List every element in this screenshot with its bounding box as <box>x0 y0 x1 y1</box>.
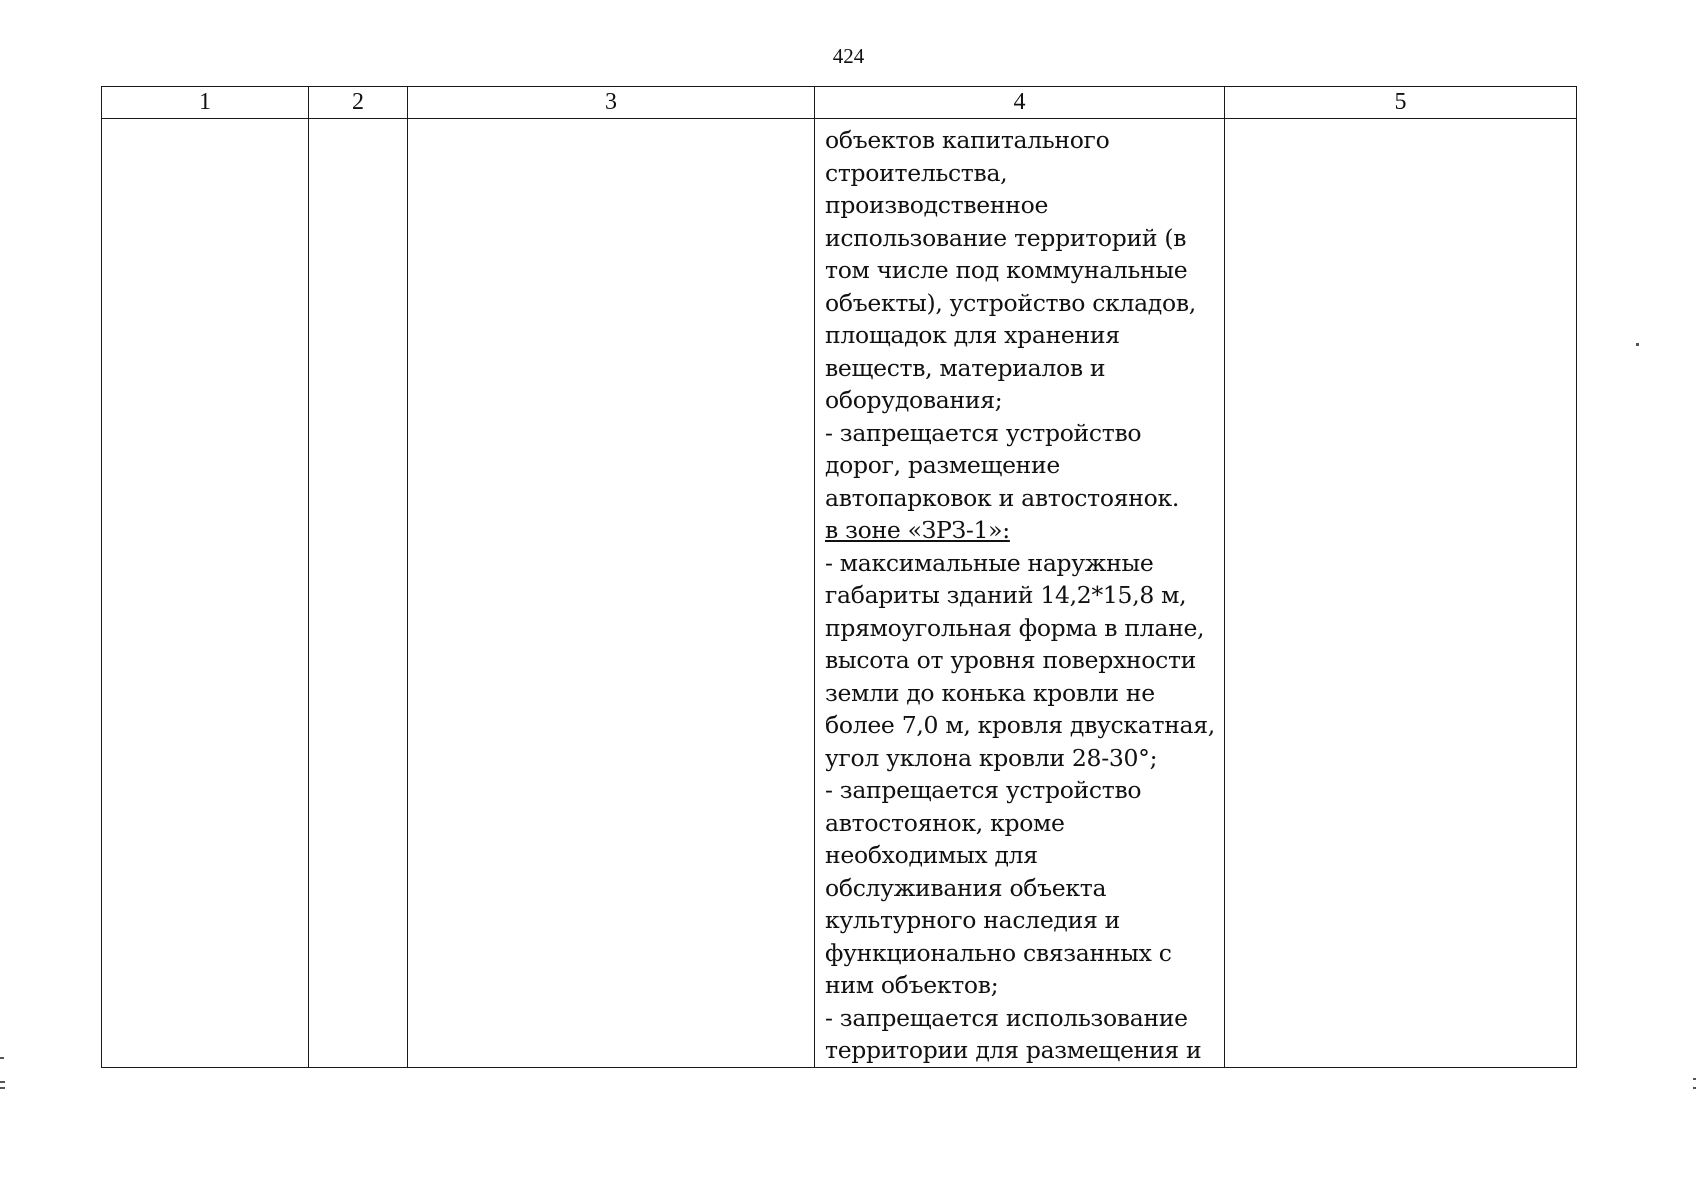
cell-column-2 <box>309 119 408 1068</box>
text-line: объекты), устройство складов, <box>825 288 1196 317</box>
table-row <box>102 119 1577 1068</box>
text-line: габариты зданий 14,2*15,8 м, <box>825 581 1187 609</box>
text-line: - запрещается использование <box>825 1003 1188 1032</box>
text-line: использование территорий (в <box>825 223 1187 252</box>
text-line: - запрещается устройство <box>825 776 1142 804</box>
text-line: обслуживания объекта <box>825 873 1107 902</box>
text-line: производственное <box>825 191 1049 219</box>
text-line: земли до конька кровли не <box>825 678 1155 707</box>
zone-heading: в зоне «ЗРЗ-1»: <box>825 516 1010 544</box>
text-line: высота от уровня поверхности <box>825 646 1197 674</box>
cell-column-1 <box>102 119 309 1068</box>
text-line: - запрещается устройство <box>825 418 1142 447</box>
scan-speck <box>1636 343 1639 346</box>
cell-column-4 <box>815 119 1225 1068</box>
text-line: угол уклона кровли 28-30°; <box>825 743 1158 772</box>
text-line: дорог, размещение <box>825 451 1061 479</box>
text-line: более 7,0 м, кровля двускатная, <box>825 711 1215 739</box>
document-table <box>101 86 1577 1068</box>
text-line: территории для размещения и <box>825 1036 1202 1064</box>
page-number: 424 <box>832 44 865 68</box>
scan-edge-mark <box>1693 1078 1696 1080</box>
text-line: ним объектов; <box>825 971 999 999</box>
text-line: строительства, <box>825 158 1008 187</box>
text-line: культурного наследия и <box>825 906 1121 934</box>
text-line: автопарковок и автостоянок. <box>825 483 1180 512</box>
text-line: функционально связанных с <box>825 938 1172 967</box>
text-line: объектов капитального <box>825 126 1110 154</box>
text-line: том числе под коммунальные <box>825 256 1188 284</box>
table-header-row <box>102 87 1577 119</box>
text-line: прямоугольная форма в плане, <box>825 613 1205 642</box>
column-header-3: 3 <box>408 87 815 119</box>
text-line: автостоянок, кроме <box>825 808 1065 837</box>
column-header-1: 1 <box>102 87 309 119</box>
scan-edge-mark <box>0 1081 5 1083</box>
column-4-text <box>815 119 1224 1067</box>
scan-edge-mark <box>0 1057 4 1059</box>
column-header-5: 5 <box>1225 87 1577 119</box>
text-line: веществ, материалов и <box>825 353 1106 382</box>
text-line: - максимальные наружные <box>825 548 1154 577</box>
column-header-2: 2 <box>309 87 408 119</box>
text-line: необходимых для <box>825 841 1038 869</box>
scan-edge-mark <box>1693 1087 1696 1089</box>
column-header-4: 4 <box>815 87 1225 119</box>
cell-column-3 <box>408 119 815 1068</box>
scan-edge-mark <box>0 1087 5 1089</box>
text-line: площадок для хранения <box>825 321 1120 349</box>
cell-column-5 <box>1225 119 1577 1068</box>
text-line: оборудования; <box>825 386 1003 414</box>
